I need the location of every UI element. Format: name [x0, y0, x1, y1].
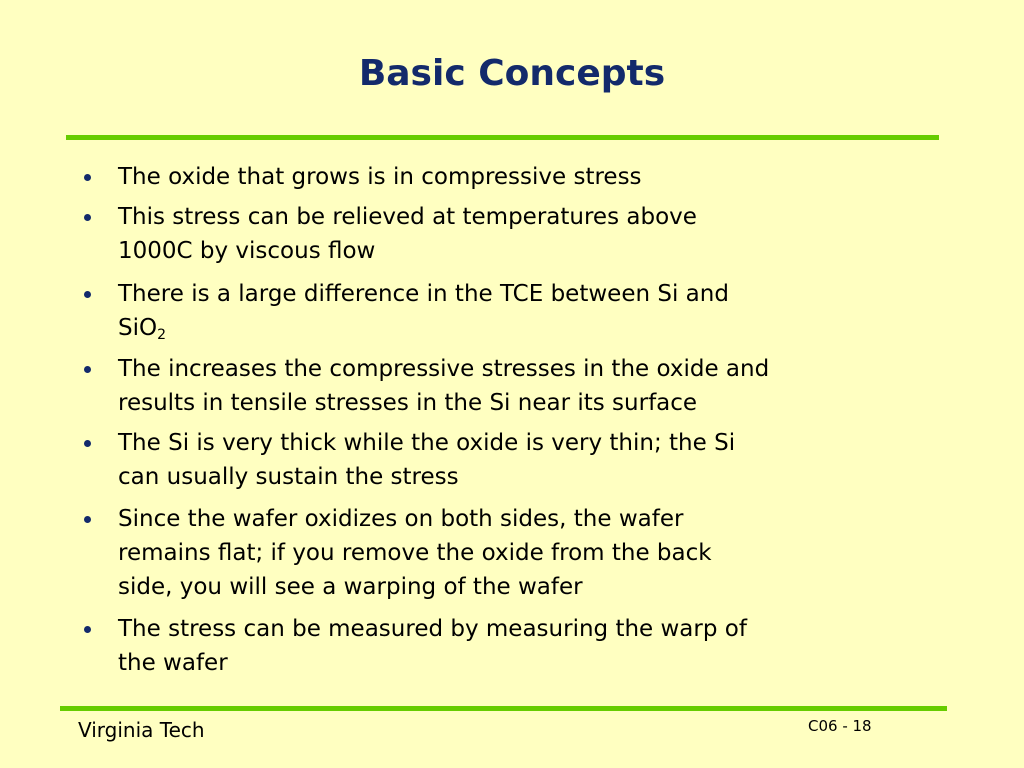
bullet-line: side, you will see a warping of the wafer: [118, 574, 583, 600]
bullet-text: [118, 502, 930, 604]
bullet-icon: [84, 214, 91, 221]
formula-base: SiO: [118, 315, 158, 341]
bullet-line: can usually sustain the stress: [118, 464, 459, 490]
bullet-text: [118, 160, 930, 194]
bullet-line: 1000C by viscous flow: [118, 238, 376, 264]
bullet-icon: [84, 626, 91, 633]
bullet-line: The Si is very thick while the oxide is very thin; the Si: [118, 430, 736, 456]
bullet-text: [118, 352, 930, 420]
bullet-icon: [84, 291, 91, 298]
formula-subscript: 2: [157, 327, 167, 343]
bullet-line: the wafer: [118, 650, 228, 676]
bullet-line: This stress can be relieved at temperatures above: [118, 204, 697, 230]
bullet-line: The oxide that grows is in compressive stress: [118, 164, 642, 190]
bullet-icon: [84, 440, 91, 447]
bullet-icon: [84, 366, 91, 373]
bullet-text: [118, 426, 930, 494]
footer-organization: Virginia Tech: [78, 718, 205, 742]
footer-divider: [60, 706, 947, 711]
slide-title: Basic Concepts: [358, 53, 666, 94]
bullet-text: [118, 200, 930, 268]
bullet-icon: [84, 174, 91, 181]
bullet-icon: [84, 516, 91, 523]
bullet-line: results in tensile stresses in the Si near its surface: [118, 390, 698, 416]
chemical-formula: [118, 311, 930, 345]
title-divider: [66, 135, 939, 140]
bullet-line: The increases the compressive stresses in the oxide and: [118, 356, 770, 382]
bullet-line: Since the wafer oxidizes on both sides, the wafer: [118, 506, 684, 532]
bullet-line: There is a large difference in the TCE between Si and: [118, 281, 729, 307]
bullet-text: [118, 612, 930, 680]
bullet-text: [118, 277, 930, 345]
bullet-line: The stress can be measured by measuring the warp of: [118, 616, 747, 642]
bullet-line: remains flat; if you remove the oxide from the back: [118, 540, 712, 566]
slide-number: C06 - 18: [808, 717, 872, 735]
